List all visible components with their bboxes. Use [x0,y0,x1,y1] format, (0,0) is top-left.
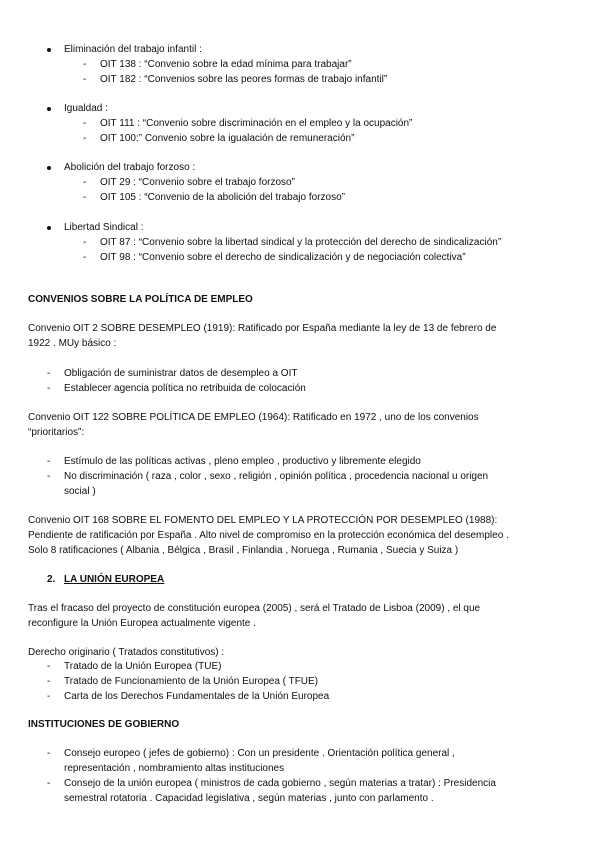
dash-icon: - [83,252,87,263]
list-item: Obligación de suministrar datos de desempleo a OIT [64,368,298,379]
list-item: OIT 111 : “Convenio sobre discriminación en el empleo y la ocupación” [100,118,413,129]
list-item: Consejo de la unión europea ( ministros de cada gobierno , según materias a tratar) : Presidencia [64,778,496,789]
dash-icon: - [47,471,51,482]
paragraph-line: 1922 . MUy básico : [28,338,117,349]
dash-icon: - [83,133,87,144]
list-item-continuation: semestral rotatoria . Capacidad legislativa , según materias , junto con parlamento . [64,793,434,804]
paragraph-line: reconfigure la Unión Europea actualmente vigente . [28,618,256,629]
group-title: Igualdad : [64,103,108,114]
list-item: Tratado de la Unión Europea (TUE) [64,661,222,672]
dash-icon: - [83,237,87,248]
paragraph-line: Pendiente de ratificación por España . Alto nivel de compromiso en la protección económica del desempleo . [28,530,509,541]
dash-icon: - [83,192,87,203]
section-heading-empleo: CONVENIOS SOBRE LA POLÍTICA DE EMPLEO [28,294,253,305]
dash-icon: - [47,748,51,759]
dash-icon: - [83,74,87,85]
section-number: 2. [47,574,56,585]
bullet-icon [47,226,51,230]
paragraph-line: Convenio OIT 168 SOBRE EL FOMENTO DEL EMPLEO Y LA PROTECCIÓN POR DESEMPLEO (1988): [28,515,498,526]
group-title: Eliminación del trabajo infantil : [64,44,202,55]
dash-icon: - [47,778,51,789]
dash-icon: - [47,383,51,394]
bullet-icon [47,48,51,52]
paragraph-line: Solo 8 ratificaciones ( Albania , Bélgica , Brasil , Finlandia , Noruega , Rumania , Suecia y Suiza ) [28,545,459,556]
bullet-icon [47,107,51,111]
dash-icon: - [83,177,87,188]
dash-icon: - [47,368,51,379]
paragraph-line: Convenio OIT 122 SOBRE POLÍTICA DE EMPLEO (1964): Ratificado en 1972 , uno de los convenios [28,412,479,423]
section-heading-ue: LA UNIÓN EUROPEA [64,574,165,585]
list-item: Estímulo de las políticas activas , pleno empleo , productivo y libremente elegido [64,456,421,467]
paragraph-line: “prioritarios”: [28,427,85,438]
dash-icon: - [47,661,51,672]
paragraph-line: Derecho originario ( Tratados constitutivos) : [28,647,225,658]
paragraph-line: Tras el fracaso del proyecto de constitución europea (2005) , será el Tratado de Lisboa (2009) , el que [28,603,481,614]
bullet-icon [47,166,51,170]
list-item: Carta de los Derechos Fundamentales de la Unión Europea [64,691,330,702]
list-item: OIT 100:” Convenio sobre la igualación de remuneración” [100,133,355,144]
group-title: Abolición del trabajo forzoso : [64,162,196,173]
dash-icon: - [83,118,87,129]
list-item: Establecer agencia política no retribuida de colocación [64,383,306,394]
list-item: Consejo europeo ( jefes de gobierno) : Con un presidente . Orientación política general , [64,748,455,759]
list-item: OIT 105 : “Convenio de la abolición del trabajo forzoso” [100,192,345,203]
dash-icon: - [47,456,51,467]
list-item-continuation: social ) [64,486,96,497]
list-item: OIT 98 : “Convenio sobre el derecho de sindicalización y de negociación colectiva” [100,252,466,263]
list-item: OIT 138 : “Convenio sobre la edad mínima para trabajar” [100,59,352,70]
dash-icon: - [83,59,87,70]
list-item-continuation: representación , nombramiento altas instituciones [64,763,285,774]
dash-icon: - [47,676,51,687]
list-item: Tratado de Funcionamiento de la Unión Europea ( TFUE) [64,676,319,687]
list-item: OIT 29 : “Convenio sobre el trabajo forzoso” [100,177,295,188]
list-item: OIT 182 : “Convenios sobre las peores formas de trabajo infantil” [100,74,388,85]
list-item: No discriminación ( raza , color , sexo , religión , opinión política , procedencia nacional u origen [64,471,489,482]
paragraph-line: Convenio OIT 2 SOBRE DESEMPLEO (1919): Ratificado por España mediante la ley de 13 de febrero de [28,323,497,334]
section-heading-instituciones: INSTITUCIONES DE GOBIERNO [28,719,180,730]
dash-icon: - [47,691,51,702]
list-item: OIT 87 : “Convenio sobre la libertad sindical y la protección del derecho de sindicalización” [100,237,502,248]
group-title: Libertad Sindical : [64,222,144,233]
